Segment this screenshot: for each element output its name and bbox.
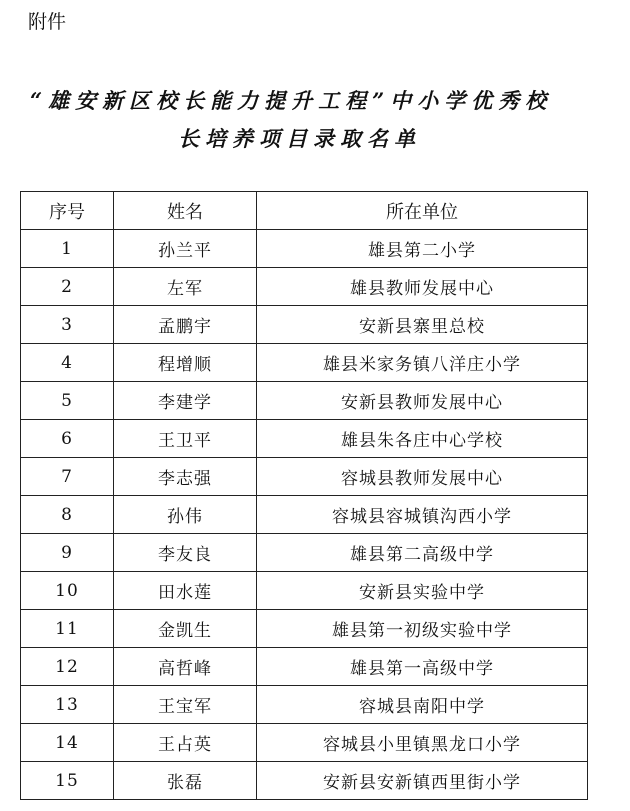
- cell-unit: 雄县米家务镇八洋庄小学: [257, 344, 588, 382]
- cell-name: 田水莲: [114, 572, 257, 610]
- cell-seq: 1: [21, 230, 114, 268]
- cell-unit: 容城县南阳中学: [257, 686, 588, 724]
- cell-seq: 11: [21, 610, 114, 648]
- cell-name: 王卫平: [114, 420, 257, 458]
- cell-seq: 3: [21, 306, 114, 344]
- cell-name: 孟鹏宇: [114, 306, 257, 344]
- table-row: [21, 344, 588, 382]
- table-row: [21, 610, 588, 648]
- table-row: [21, 382, 588, 420]
- table-row: [21, 572, 588, 610]
- table-row: [21, 306, 588, 344]
- cell-name: 左军: [114, 268, 257, 306]
- cell-seq: 5: [21, 382, 114, 420]
- cell-seq: 2: [21, 268, 114, 306]
- cell-name: 李友良: [114, 534, 257, 572]
- cell-seq: 14: [21, 724, 114, 762]
- cell-unit: 雄县第一初级实验中学: [257, 610, 588, 648]
- table-row: [21, 230, 588, 268]
- header-name: 姓名: [114, 192, 257, 230]
- cell-seq: 15: [21, 762, 114, 800]
- cell-unit: 雄县第二高级中学: [257, 534, 588, 572]
- table-header-row: [21, 192, 588, 230]
- cell-name: 高哲峰: [114, 648, 257, 686]
- title-line-2: 长培养项目录取名单: [178, 126, 421, 151]
- table-row: [21, 458, 588, 496]
- header-unit: 所在单位: [257, 192, 588, 230]
- cell-unit: 安新县教师发展中心: [257, 382, 588, 420]
- table-row: [21, 268, 588, 306]
- cell-seq: 10: [21, 572, 114, 610]
- cell-unit: 容城县容城镇沟西小学: [257, 496, 588, 534]
- cell-seq: 7: [21, 458, 114, 496]
- cell-name: 金凯生: [114, 610, 257, 648]
- title-line-1: “雄安新区校长能力提升工程”中小学优秀校: [30, 88, 553, 113]
- cell-unit: 雄县朱各庄中心学校: [257, 420, 588, 458]
- header-seq: 序号: [21, 192, 114, 230]
- cell-name: 王占英: [114, 724, 257, 762]
- cell-seq: 8: [21, 496, 114, 534]
- cell-unit: 安新县寨里总校: [257, 306, 588, 344]
- table-row: [21, 724, 588, 762]
- cell-seq: 6: [21, 420, 114, 458]
- table-row: [21, 496, 588, 534]
- cell-name: 孙伟: [114, 496, 257, 534]
- table-row: [21, 648, 588, 686]
- table-row: [21, 420, 588, 458]
- cell-seq: 13: [21, 686, 114, 724]
- cell-unit: 雄县第二小学: [257, 230, 588, 268]
- attachment-label: 附件: [28, 11, 67, 33]
- cell-unit: 容城县教师发展中心: [257, 458, 588, 496]
- cell-unit: 雄县第一高级中学: [257, 648, 588, 686]
- table-row: [21, 534, 588, 572]
- cell-unit: 容城县小里镇黑龙口小学: [257, 724, 588, 762]
- cell-name: 孙兰平: [114, 230, 257, 268]
- table-row: [21, 686, 588, 724]
- admission-table: [20, 191, 588, 800]
- cell-name: 王宝军: [114, 686, 257, 724]
- cell-unit: 安新县安新镇西里街小学: [257, 762, 588, 800]
- cell-name: 张磊: [114, 762, 257, 800]
- cell-seq: 4: [21, 344, 114, 382]
- table-row: [21, 762, 588, 800]
- cell-name: 李建学: [114, 382, 257, 420]
- cell-name: 李志强: [114, 458, 257, 496]
- cell-seq: 9: [21, 534, 114, 572]
- cell-seq: 12: [21, 648, 114, 686]
- cell-name: 程增顺: [114, 344, 257, 382]
- cell-unit: 雄县教师发展中心: [257, 268, 588, 306]
- cell-unit: 安新县实验中学: [257, 572, 588, 610]
- document-title: [30, 82, 615, 158]
